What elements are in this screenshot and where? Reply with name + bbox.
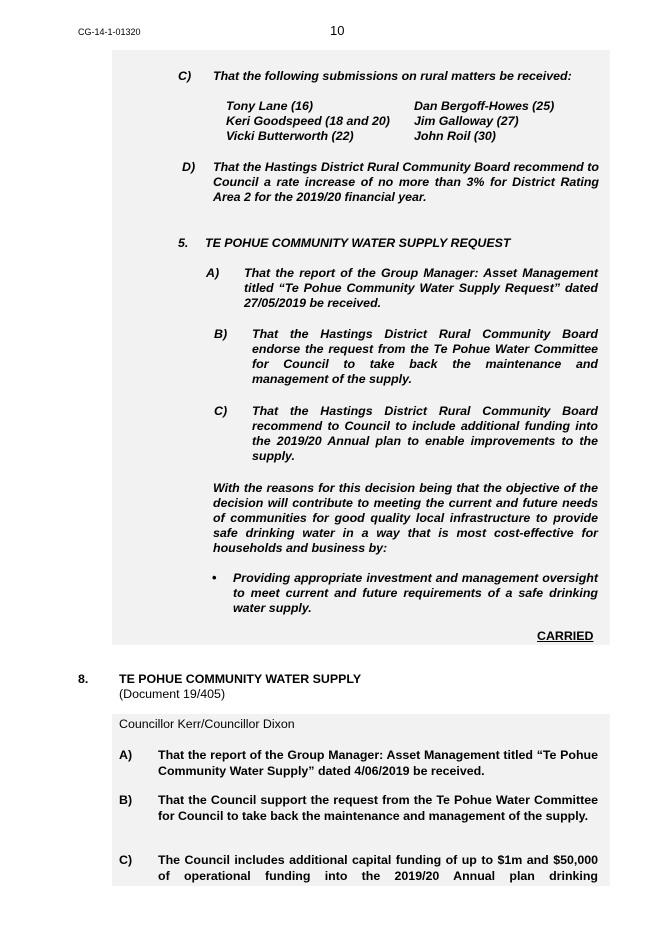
document-code: CG-14-1-01320	[78, 27, 141, 37]
item-8-c-text: The Council includes additional capital funding of up to $1m and $50,000 of operational funding into the 2019/20 Annual plan drinking	[158, 853, 598, 883]
item-5-b-text: That the Hastings District Rural Community Board endorse the request from the Te Pohue Water Committee for Council to take back the maintenance and management of the supply.	[252, 327, 598, 386]
item-5-number: 5.	[178, 236, 189, 250]
bullet-icon: •	[212, 570, 217, 585]
item-8-number: 8.	[78, 672, 89, 686]
item-8-a-text: That the report of the Group Manager: Asset Management titled “Te Pohue Community Water Supply” dated 4/06/2019 be received.	[158, 748, 598, 778]
item-5-a-text: That the report of the Group Manager: Asset Management titled “Te Pohue Community Water Supply Request” dated 27/05/2019 be received.	[244, 266, 598, 310]
submitter-right-3: John Roil (30)	[414, 129, 496, 143]
section-c-text: That the following submissions on rural matters be received:	[213, 69, 572, 83]
item-5-bullet-text: Providing appropriate investment and management oversight to meet current and future requirements of a safe drinking water supply.	[233, 571, 598, 615]
item-5-c-label: C)	[214, 404, 228, 418]
item-5-a-label: A)	[206, 266, 220, 280]
item-8-title: TE POHUE COMMUNITY WATER SUPPLY	[119, 672, 362, 686]
carried-label: CARRIED	[537, 629, 594, 643]
item-8-movers: Councillor Kerr/Councillor Dixon	[119, 717, 295, 731]
submitter-left-3: Vicki Butterworth (22)	[226, 129, 354, 143]
item-8-b-text: That the Council support the request from the Te Pohue Water Committee for Council to take back the maintenance and management of the supply.	[158, 793, 598, 823]
submitter-right-1: Dan Bergoff-Howes (25)	[414, 99, 555, 113]
submitter-right-2: Jim Galloway (27)	[414, 114, 519, 128]
item-8-b-label: B)	[119, 793, 133, 807]
page-number: 10	[330, 23, 345, 38]
item-8-c-label: C)	[119, 853, 133, 867]
item-5-b-label: B)	[214, 327, 228, 341]
section-c-label: C)	[178, 69, 192, 83]
submitter-left-2: Keri Goodspeed (18 and 20)	[226, 114, 390, 128]
item-5-c-text: That the Hastings District Rural Community Board recommend to Council to include additional funding into the 2019/20 Annual plan to enable improvements to the supply.	[252, 404, 598, 463]
section-d-text: That the Hastings District Rural Community Board recommend to Council a rate increase of no more than 3% for District Rating Area 2 for the 2019/20 financial year.	[213, 160, 599, 204]
item-8-a-label: A)	[119, 748, 133, 762]
submitter-left-1: Tony Lane (16)	[226, 99, 313, 113]
item-8-document-ref: (Document 19/405)	[119, 687, 226, 701]
section-d-label: D)	[182, 160, 196, 174]
item-5-title: TE POHUE COMMUNITY WATER SUPPLY REQUEST	[205, 236, 511, 250]
item-5-reasons: With the reasons for this decision being that the objective of the decision will contribute to meeting the current and future needs of communities for good quality local infrastructure to provide safe drinking water in a way that is most cost-effective for households and business by:	[213, 481, 598, 555]
